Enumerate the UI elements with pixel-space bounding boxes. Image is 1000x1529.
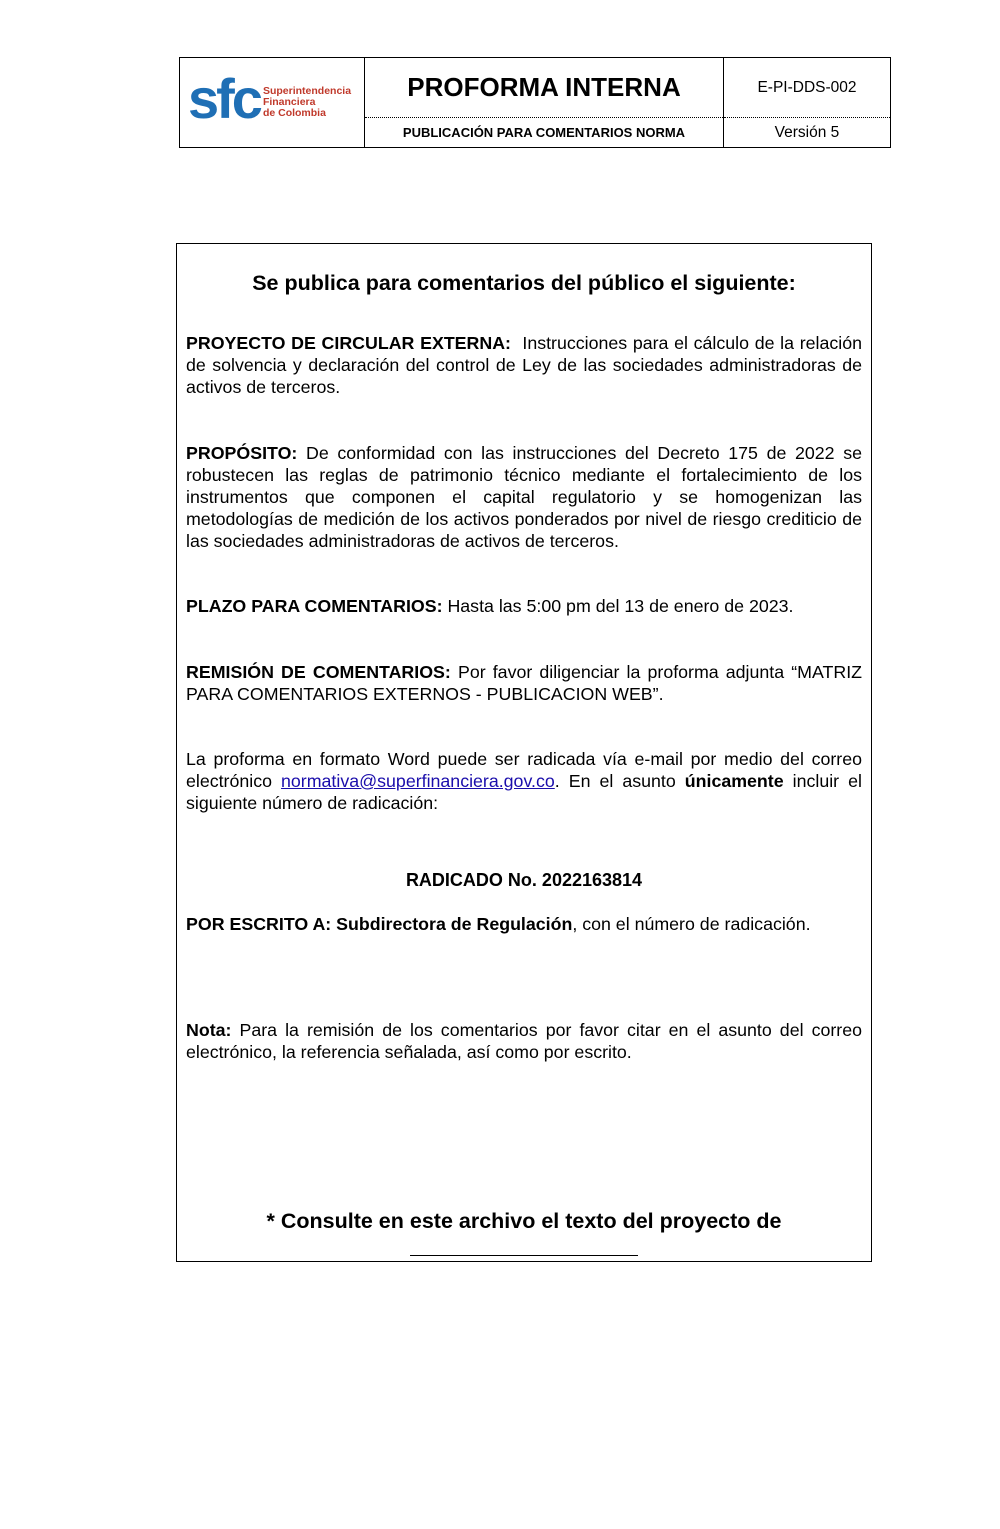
publication-heading: Se publica para comentarios del público el siguiente: bbox=[252, 271, 796, 295]
header-table bbox=[179, 57, 891, 148]
word-text-end: incluir el siguiente número de radicación: bbox=[186, 771, 862, 813]
word-bold: únicamente bbox=[684, 771, 784, 791]
email-link[interactable]: normativa@superfinanciera.gov.co bbox=[281, 771, 555, 791]
logo-text bbox=[263, 86, 351, 119]
escrito-paragraph bbox=[186, 913, 862, 935]
document-title: PROFORMA INTERNA bbox=[365, 58, 723, 118]
nota-paragraph bbox=[186, 1019, 862, 1063]
document-version: Versión 5 bbox=[774, 123, 840, 141]
remision-label: REMISIÓN DE COMENTARIOS: bbox=[186, 662, 451, 682]
proyecto-paragraph bbox=[186, 332, 862, 398]
plazo-text: Hasta las 5:00 pm del 13 de enero de 2023. bbox=[447, 596, 794, 616]
proyecto-text: Instrucciones para el cálculo de la relación de solvencia y declaración del control de Ley de las sociedades administradoras de activos de terceros. bbox=[186, 333, 862, 397]
proposito-paragraph bbox=[186, 442, 862, 552]
logo-line: de Colombia bbox=[262, 107, 326, 119]
nota-text: Para la remisión de los comentarios por favor citar en el asunto del correo electrónico, la referencia señalada, así como por escrito. bbox=[186, 1020, 862, 1062]
publication-box bbox=[176, 243, 872, 1262]
logo-mark: sfc bbox=[188, 66, 260, 130]
consulte-heading: * Consulte en este archivo el texto del proyecto de bbox=[266, 1209, 782, 1233]
logo-line: Financiera bbox=[262, 96, 316, 108]
escrito-text: , con el número de radicación. bbox=[572, 914, 811, 934]
escrito-label: POR ESCRITO A: Subdirectora de Regulación bbox=[186, 914, 573, 934]
logo-line: Superintendencia bbox=[262, 85, 352, 97]
word-text-after: . En el asunto bbox=[554, 771, 676, 791]
proposito-label: PROPÓSITO: bbox=[186, 443, 298, 463]
plazo-label: PLAZO PARA COMENTARIOS: bbox=[186, 596, 443, 616]
remision-text: Por favor diligenciar la proforma adjunta “MATRIZ PARA COMENTARIOS EXTERNOS - PUBLICACION WEB”. bbox=[186, 662, 862, 704]
proyecto-label: PROYECTO DE CIRCULAR EXTERNA: bbox=[186, 333, 511, 353]
remision-paragraph bbox=[186, 661, 862, 705]
word-text: La proforma en formato Word puede ser radicada vía e-mail por medio del correo electrónico bbox=[186, 749, 862, 791]
document-code: E-PI-DDS-002 bbox=[724, 58, 890, 118]
radicado-number: RADICADO No. 2022163814 bbox=[405, 870, 643, 890]
logo bbox=[180, 58, 365, 147]
header-center bbox=[365, 58, 724, 147]
plazo-paragraph bbox=[186, 595, 862, 617]
header-right bbox=[724, 58, 890, 147]
word-paragraph bbox=[186, 748, 862, 814]
document-subtitle: PUBLICACIÓN PARA COMENTARIOS NORMA bbox=[402, 125, 686, 140]
underline-divider bbox=[410, 1255, 638, 1256]
proposito-text: De conformidad con las instrucciones del Decreto 175 de 2022 se robustecen las reglas de patrimonio técnico mediante el fortalecimiento de los instrumentos que componen el capital regulatorio y se homogenizan las metodologías de medición de los activos ponderados por nivel de riesgo crediticio de las sociedades administradoras de activos de terceros. bbox=[186, 443, 862, 551]
nota-label: Nota: bbox=[186, 1020, 232, 1040]
